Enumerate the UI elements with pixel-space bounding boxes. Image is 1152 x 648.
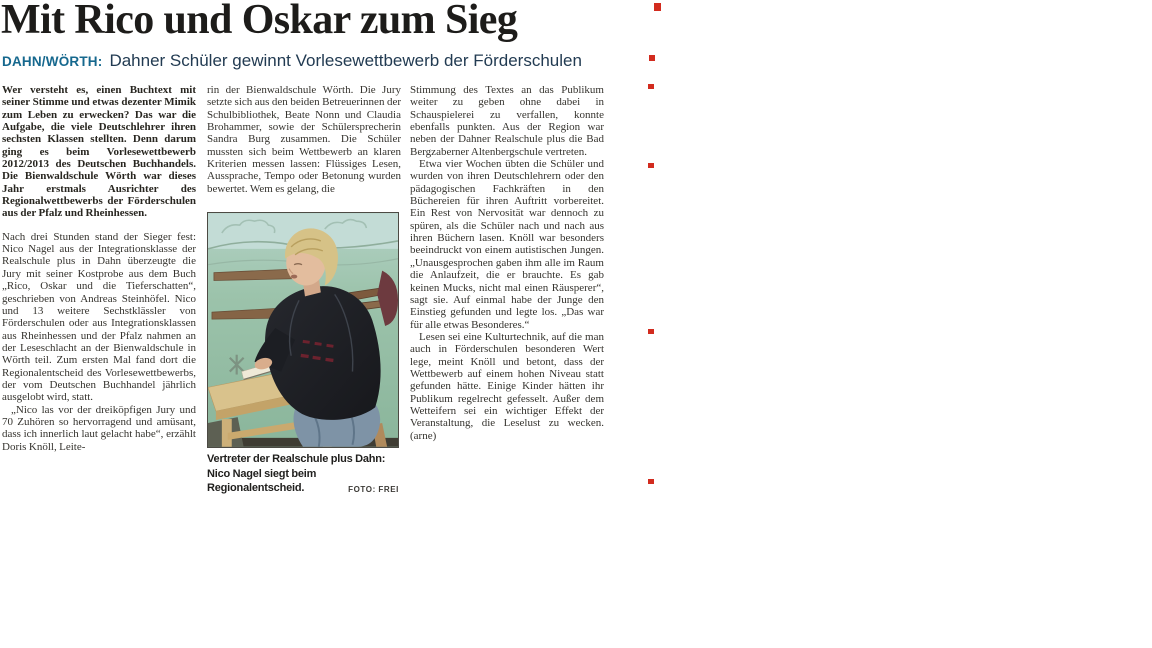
photo-caption [207,452,400,495]
boy-mouth [291,275,297,279]
paragraph: „Nico las vor der dreiköpfigen Jury und 70 Zuhören so hervorragend und amüsant, dass ich innerlich laut gelacht habe“, erzählt Doris Knöll, Leite- [2,403,196,453]
text-column-2 [207,84,401,495]
photo-caption-text: Vertreter der Realschule plus Dahn: Nico Nagel siegt beim Regionalentscheid. [207,453,386,494]
scan-mark [648,479,654,484]
paragraph: Nach drei Stunden stand der Sieger fest: Nico Nagel aus der Integrationsklasse der Realschule plus in Dahn überzeugte die Jury mit seiner Kostprobe aus dem Buch „Rico, Oskar und die Tieferschatten“, geschrieben von Andreas Steinhöfel. Nico und 13 weitere Sechstklässler von Förderschulen oder aus Integrationsklassen aus Rheinhessen und der Pfalz nahmen an der Leseschlacht an der Bienwaldschule in Wörth teil. Zum ersten Mal fand dort die Regionalentscheid des Vorlesewettbewerbs, der vom Deutschen Buchhandel jährlich ausgelobt wird, statt. [2,230,196,404]
photo-credit: FOTO: FREI [348,485,399,495]
article-headline: Mit Rico und Oskar zum Sieg [1,0,518,43]
paragraph: Lesen sei eine Kulturtechnik, auf die man auch in Förderschulen besonderen Wert lege, meint Knöll und betont, dass der Wettbewerb auf einem hohen Niveau statt gefunden hätte. Einige Kinder hätten ihr Publikum regelrecht gefesselt. Außer dem Wetteifern sei ein wichtiger Effekt der Veranstaltung, die Leselust zu wecken. (arne) [410,330,604,442]
scan-mark [648,163,654,168]
lead-paragraph: Wer versteht es, einen Buchtext mit seiner Stimme und etwas dezenter Mimik zum Leben zu erwecken? Das war die Aufgabe, die viele Deutschlehrer ihren sechsten Klassen stellten. Denn darum ging es beim Vorlesewettbewerb 2012/2013 des Deutschen Buchhandels. Die Bienwaldschule Wörth war dieses Jahr erstmals Ausrichter des Regionalwettbewerbs der Förderschulen aus der Pfalz und Rheinhessen. [2,84,196,220]
scan-mark [648,84,654,89]
article-photo [207,212,399,448]
article-subhead: Dahner Schüler gewinnt Vorlesewettbewerb der Förderschulen [109,51,582,70]
paragraph: Etwa vier Wochen übten die Schüler und wurden von ihren Deutschlehrern oder den pädagogischen Fachkräften in den Büchereien für ihren Auftritt vorbereitet. Ein Rest von Nervosität war dennoch zu spüren, als die Schüler nach und nach aus ihren Büchern lasen. Knöll war besonders beeindruckt von einem autistischen Jungen. „Unausgesprochen gaben ihm alle im Raum die Anlaufzeit, die er brauchte. Es gab keinen Mucks, nicht mal einen Räusperer“, sagt sie. Auf einmal habe der Junge den Einstieg gefunden und legte los. „Das war für alle etwas Besonderes.“ [410,158,604,331]
text-column-3 [410,84,604,442]
article-photo-figure [207,212,399,495]
paragraph: rin der Bienwaldschule Wörth. Die Jury setzte sich aus den beiden Betreuerinnen der Schulbibliothek, Beate Nonn und Claudia Brohammer, sowie der Schülersprecherin Sandra Burg zusammen. Die Schüler mussten sich beim Wettbewerb an klaren Kriterien messen lassen: Flüssiges Lesen, Aussprache, Tempo oder Betonung wurden bewertet. Wem es gelang, die [207,84,401,195]
text-column-1 [2,84,196,453]
location-kicker: DAHN/WÖRTH: [2,54,103,69]
scan-mark [648,329,654,334]
article-subline [2,51,582,71]
scan-mark [654,3,661,11]
paragraph: Stimmung des Textes an das Publikum weiter zu geben ohne dabei in Schauspielerei zu verfallen, konnte ebenfalls punkten. Aus der Region war neben der Dahner Realschule plus die Bad Bergzaberner Altenbergschule vertreten. [410,84,604,158]
scan-mark [649,55,655,61]
